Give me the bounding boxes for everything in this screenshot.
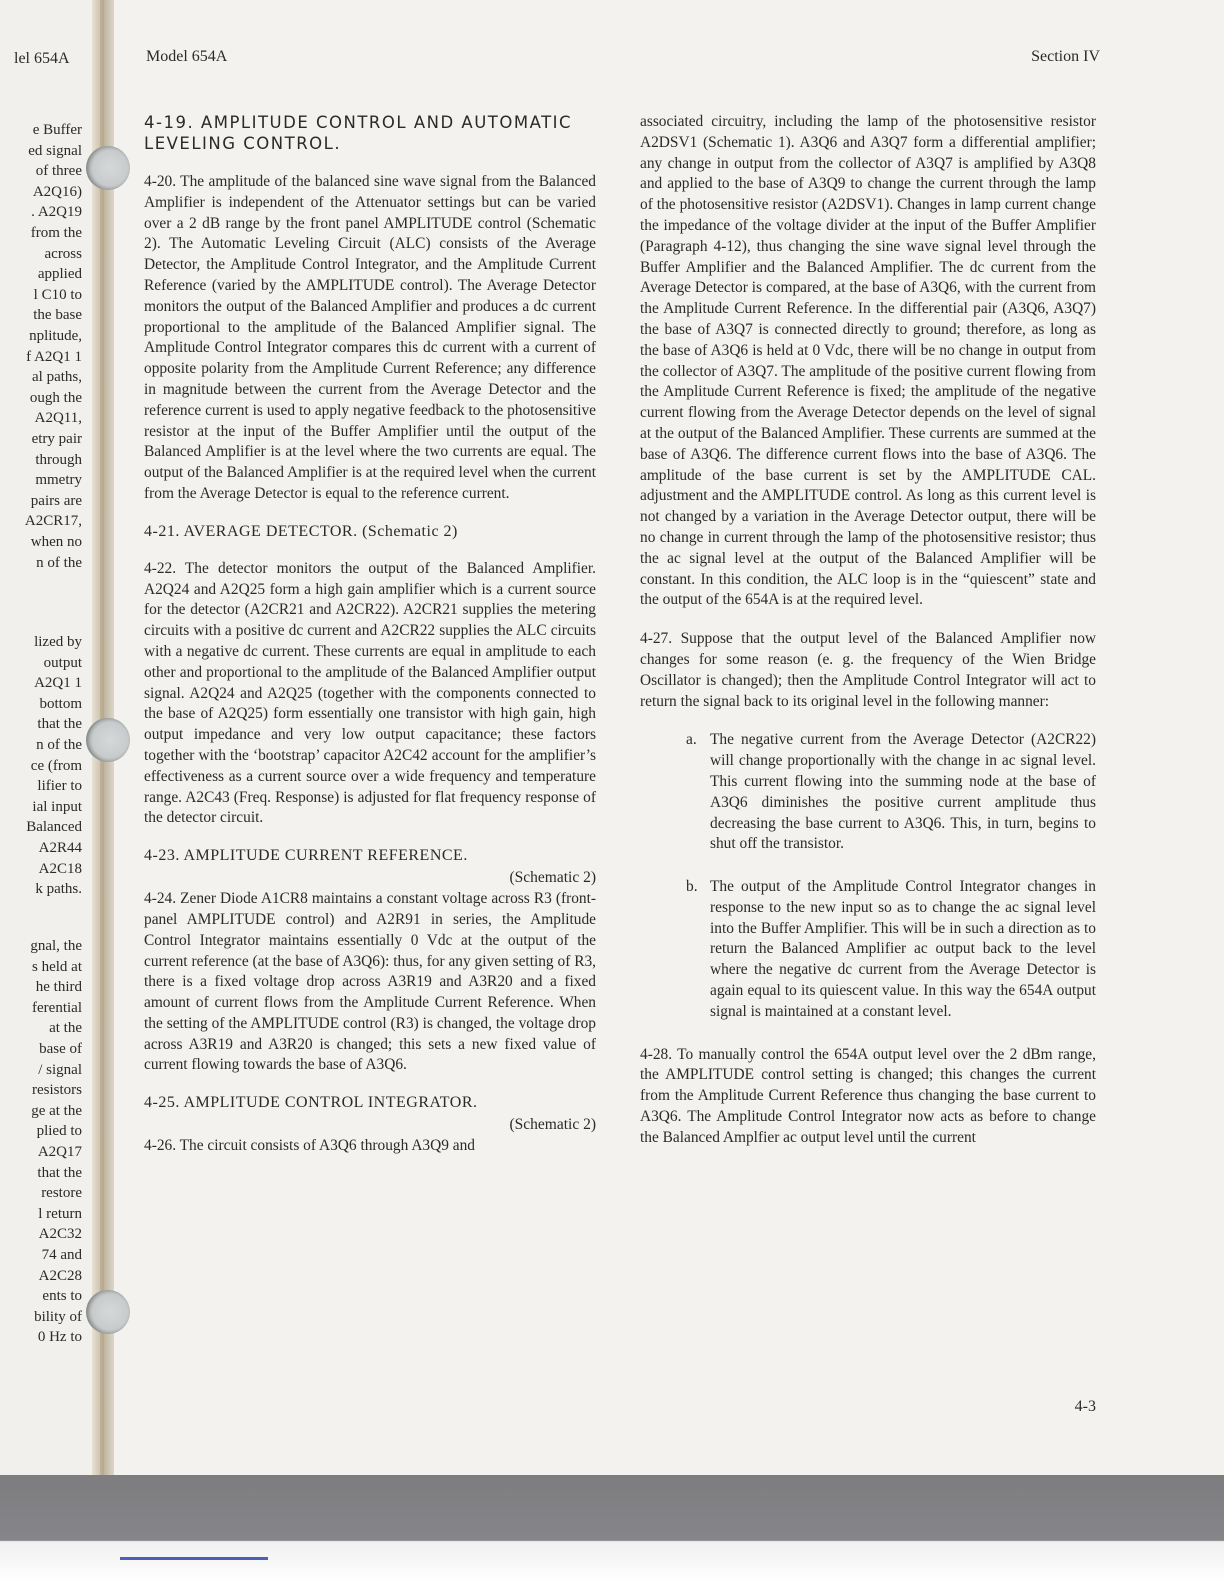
previous-page-line: . A2Q19 [31,204,82,221]
previous-page-line: the base [33,307,82,324]
previous-page-line: nplitude, [29,328,82,344]
previous-page-line: at the [49,1020,82,1037]
previous-page-line: bility of [34,1308,82,1325]
list-item-text: The negative current from the Average Detector (A2CR22) will change proportionally with the change in ac signal level. This current flowing into the summing node at the base of A3Q6 diminishes the positive current amplitude thus decreasing the base current to A3Q6. This, in turn, begins to shut off the transistor. [710,731,1096,853]
list-item [686,877,1096,1023]
body-paragraph: 4-28. To manually control the 654A output level over the 2 dBm range, the AMPLITUDE control setting is changed; this changes the current from the Amplitude Current Reference thus changing the base current to A3Q6. The Amplitude Control Integrator now acts as before to change the Balanced Amplfier ac output level until the current [640,1045,1096,1146]
previous-page-line: ed signal [28,142,82,159]
list-item-text: The output of the Amplitude Control Integrator changes in response to the new input so as to change the ac signal level into the Buffer Amplifier. This will be in such a direction as to return the Balanced Amplifier ac output back to the level where the negative dc current from the Average Detector is again equal to its quiescent value. In this way the 654A output signal is maintained at a constant level. [710,878,1096,1020]
previous-page-line: when no [30,534,82,550]
previous-page-line: s held at [32,958,82,975]
schematic-reference: (Schematic 2) [509,869,596,887]
section-heading: 4-23. AMPLITUDE CURRENT REFERENCE. [144,847,468,865]
previous-page-line: of three [35,163,82,180]
previous-page-line: through [35,451,82,468]
binder-hole-bottom [86,1290,130,1334]
previous-page-line: ferential [32,999,82,1016]
previous-page-line: A2Q11, [34,410,82,427]
list-item [686,730,1096,855]
previous-page-header: lel 654A [14,50,70,67]
previous-page-line: A2Q17 [37,1144,82,1160]
previous-page-line: applied [37,266,82,283]
binder-hole-middle [86,718,130,762]
previous-page-line: ial input [32,798,82,815]
previous-page-line: ge at the [31,1102,82,1119]
previous-page-line: that the [37,1164,82,1181]
previous-page-line: f A2Q1 1 [26,348,82,365]
previous-page-line: A2C32 [38,1226,82,1243]
previous-page-line: output [43,654,82,671]
header-section: Section IV [1031,48,1100,65]
section-heading: 4-21. AVERAGE DETECTOR. (Schematic 2) [144,522,458,540]
previous-page-line: A2C18 [38,860,82,877]
left-column [144,112,596,1175]
body-paragraph: 4-24. Zener Diode A1CR8 maintains a constant voltage across R3 (front-panel AMPLITUDE control) and A2R91 in series, the Amplitude Control Integrator maintains essentially 0 Vdc at the output of the current reference (at the base of A3Q6): thus, for any given setting of R3, there is a fixed voltage drop across A3R19 and A3R20 and a fixed amount of current flows from the Amplitude Current Reference. When the setting of the AMPLITUDE control (R3) is changed, the voltage drop across A3R19 and A3R20 is changed; this sets a new fixed value of current flowing towards the base of A3Q6. [144,890,596,1074]
section-heading: 4-25. AMPLITUDE CONTROL INTEGRATOR. [144,1094,478,1112]
previous-page-line: l C10 to [33,286,82,303]
section-heading: 4-19. AMPLITUDE CONTROL AND AUTOMATIC LEVELING CONTROL. [144,113,573,153]
previous-page-line: restore [41,1185,82,1202]
previous-page-line: gnal, the [30,938,82,954]
previous-page-line: A2Q16) [32,183,82,200]
previous-page-line: from the [30,225,82,241]
previous-page-line: n of the [36,737,82,753]
previous-page-line: bottom [39,695,82,712]
previous-page-line: l return [38,1205,82,1222]
previous-page-edge [0,0,94,1475]
previous-page-line: 74 and [41,1247,82,1263]
previous-page-line: / signal [38,1061,82,1078]
previous-page-line: ents to [42,1288,82,1305]
previous-page-line: 0 Hz to [37,1329,82,1346]
right-column [640,112,1096,1167]
binder-hole-top [86,146,130,190]
body-paragraph: 4-26. The circuit consists of A3Q6 through A3Q9 and [144,1137,476,1155]
previous-page-line: ce (from [30,757,82,774]
previous-page-line: Balanced [26,819,82,836]
previous-page-line: e Buffer [32,122,82,138]
scan-blue-stripe [120,1557,268,1560]
previous-page-line: etry pair [31,431,82,447]
previous-page-line: lized by [34,634,82,650]
previous-page-line: base of [39,1041,82,1057]
previous-page-line: A2R44 [38,840,82,856]
previous-page-line: he third [35,979,82,996]
header-model: Model 654A [146,48,228,65]
previous-page-line: al paths, [32,369,82,386]
list-item-letter: a. [686,731,697,749]
previous-page-line: n of the [36,554,82,571]
previous-page-line: lifier to [37,778,82,795]
previous-page-line: k paths. [35,881,82,898]
page-number: 4-3 [1074,1398,1096,1415]
body-paragraph: 4-20. The amplitude of the balanced sine wave signal from the Balanced Amplifier is independent of the Attenuator settings but can be varied over a 2 dB range by the front panel AMPLITUDE control (Schematic 2). The Automatic Leveling Circuit (ALC) consists of the Average Detector, the Amplitude Control Integrator, and the Amplitude Current Reference (varied by the AMPLITUDE control). The Average Detector monitors the output of the Balanced Amplifier and produces a dc current proportional to the amplitude of the Balanced Amplifier signal. The Amplitude Control Integrator compares this dc current with a current of opposite polarity from the Amplitude Current Reference; any difference in magnitude between the current from the Average Detector and the reference current is used to apply negative feedback to the photosensitive resistor at the input of the Buffer Amplifier until the output of the Balanced Amplifier is at the level where the two currents are equal. The output of the Balanced Amplifier is at the required level when the current from the Average Detector is equal to the reference current. [144,173,596,502]
previous-page-line: mmetry [35,472,82,489]
previous-page-line: A2C28 [38,1267,82,1284]
schematic-reference: (Schematic 2) [509,1116,596,1134]
previous-page-line: ough the [29,389,82,406]
scan-bottom-band [0,1475,1224,1584]
list-item-letter: b. [686,878,698,896]
body-paragraph: 4-27. Suppose that the output level of the Balanced Amplifier now changes for some reason (e. g. the frequency of the Wien Bridge Oscillator is changed); then the Amplitude Control Integrator will act to return the signal back to its original level in the following manner: [640,630,1096,710]
body-paragraph: associated circuitry, including the lamp of the photosensitive resistor A2DSV1 (Schematic 1). A3Q6 and A3Q7 form a differential amplifier; any change in output from the collector of A3Q7 is amplified by A3Q8 and applied to the base of A3Q9 to change the current through the lamp of the photosensitive resistor (A2DSV1). Changes in lamp current change the impedance of the voltage divider at the input of the Buffer Amplifier (Paragraph 4-12), thus changing the sine wave signal level through the Buffer Amplifier and the Balanced Amplifier. The dc current from the Average Detector is compared, at the base of A3Q6, with the current from the Amplitude Current Reference. In the differential pair (A3Q6, A3Q7) the base of A3Q7 is connected directly to ground; therefore, as long as the base of A3Q6 is held at 0 Vdc, there will be no change in output from the collector of A3Q7. The amplitude of the positive current flowing from the Amplitude Current Reference is fixed; the amplitude of the negative current flowing from the Average Detector depends on the level of signal at the output of the Balanced Amplifier. These currents are summed at the base of A3Q6. The difference current flows into the base of A3Q6. The amplitude of the base current is set by the AMPLITUDE CAL. adjustment and the AMPLITUDE control. As long as this current level is not changed by a variation in the Average Detector output, there will be no change in current through the lamp of the photosensitive resistor; thus the ac signal level at the output of the Balanced Amplifier will be constant. In this condition, the ALC loop is in the “quiescent” state and the output of the 654A is at the required level. [640,113,1096,609]
previous-page-line: that the [37,716,82,733]
body-paragraph: 4-22. The detector monitors the output of the Balanced Amplifier. A2Q24 and A2Q25 form a high gain amplifier which is a current source for the detector (A2CR21 and A2CR22). A2CR21 supplies the metering circuits with a positive dc current and A2CR22 supplies the ALC circuits with a negative dc current. These currents are equal in amplitude to each other and proportional to the amplitude of the Balanced Amplifier output signal. A2Q24 and A2Q25 (together with the components connected to the base of A2Q25) form essentially one transistor with high gain, high output impedance and very low output capacitance; these factors together with the ‘bootstrap’ capacitor A2C42 account for the amplifier’s effectiveness as a current source over a wide frequency and temperature range. A2C43 (Freq. Response) is adjusted for flat frequency response of the detector circuit. [144,559,596,827]
previous-page-line: A2Q1 1 [34,675,82,692]
previous-page-line: pairs are [30,492,82,509]
previous-page-line: A2CR17, [24,513,82,530]
previous-page-line: plied to [36,1123,82,1140]
previous-page-line: resistors [32,1082,82,1099]
previous-page-line: across [44,245,82,262]
